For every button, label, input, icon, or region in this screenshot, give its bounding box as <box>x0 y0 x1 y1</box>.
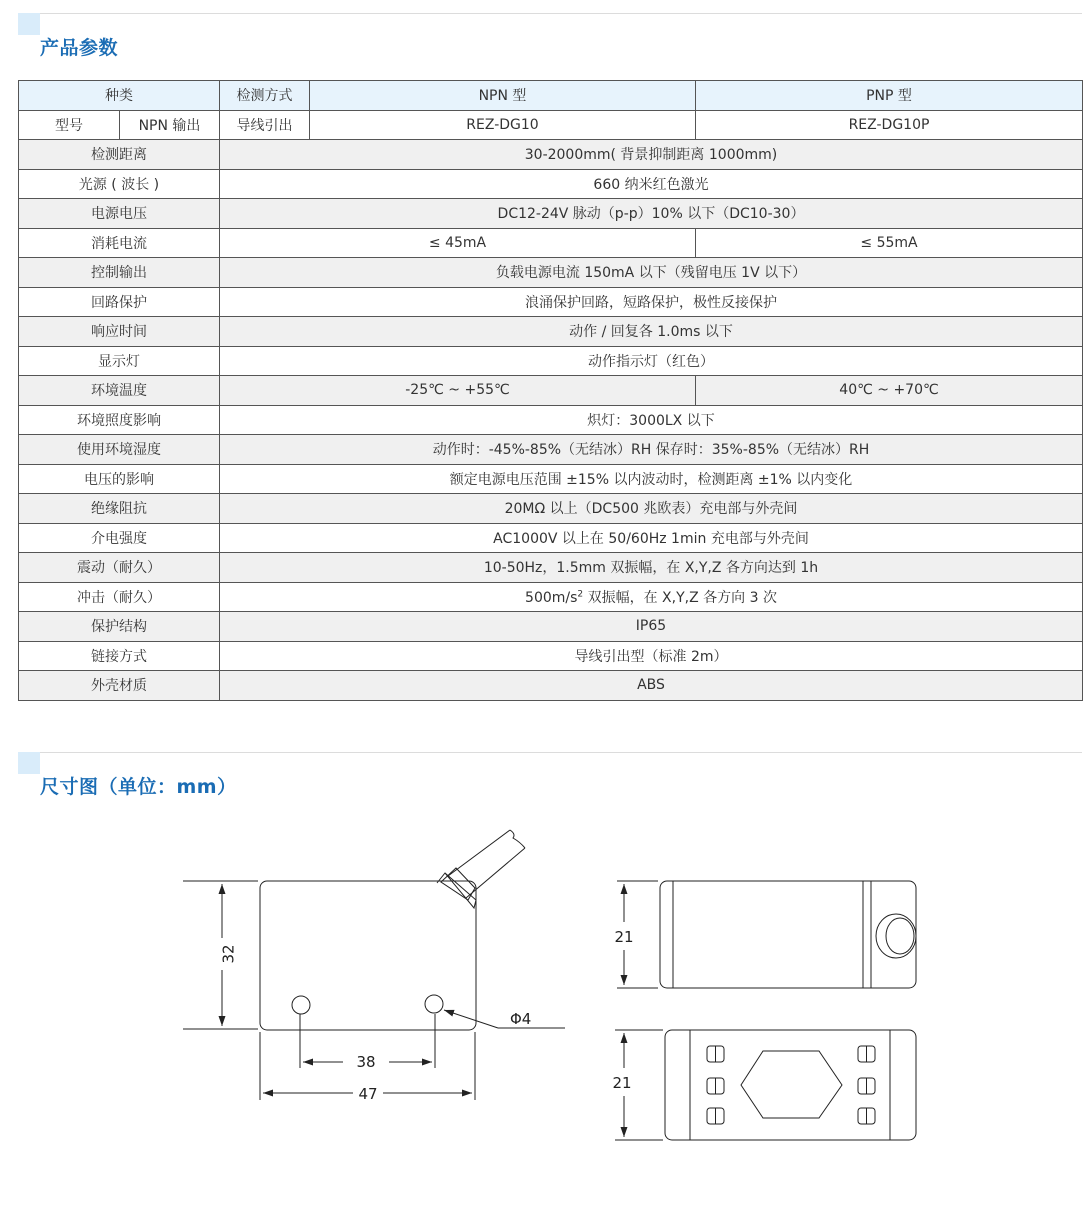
row-value: DC12-24V 脉动（p-p）10% 以下（DC10-30） <box>220 199 1083 229</box>
dim-bottom-height: 21 <box>612 1074 632 1092</box>
row-value: 30-2000mm( 背景抑制距离 1000mm) <box>220 140 1083 170</box>
row-label: 光源 ( 波长 ) <box>19 169 220 199</box>
dim-width: 47 <box>358 1085 378 1103</box>
row-value: 660 纳米红色激光 <box>220 169 1083 199</box>
model-wiring: 导线引出 <box>220 110 310 140</box>
table-row <box>19 553 1083 583</box>
cable <box>437 873 476 908</box>
side-lens <box>876 914 916 958</box>
row-label: 介电强度 <box>19 523 220 553</box>
table-row <box>19 376 1083 406</box>
table-row <box>19 199 1083 229</box>
mount-hole-right <box>425 995 443 1013</box>
model-npn: REZ-DG10 <box>310 110 696 140</box>
row-value-npn: -25℃ ~ +55℃ <box>220 376 696 406</box>
model-pnp: REZ-DG10P <box>696 110 1083 140</box>
header-category: 种类 <box>19 81 220 111</box>
row-label: 控制输出 <box>19 258 220 288</box>
row-label: 显示灯 <box>19 346 220 376</box>
table-row <box>19 612 1083 642</box>
section-marker <box>18 13 40 35</box>
row-value: 导线引出型（标准 2m） <box>220 641 1083 671</box>
row-value: 10-50Hz，1.5mm 双振幅，在 X,Y,Z 各方向达到 1h <box>220 553 1083 583</box>
table-row <box>19 671 1083 701</box>
row-value: 浪涌保护回路，短路保护，极性反接保护 <box>220 287 1083 317</box>
header-detect-method: 检测方式 <box>220 81 310 111</box>
table-row <box>19 464 1083 494</box>
row-value-npn: ≤ 45mA <box>220 228 696 258</box>
row-value: IP65 <box>220 612 1083 642</box>
bottom-slots <box>707 1046 875 1124</box>
bottom-view-body <box>665 1030 916 1140</box>
row-value: AC1000V 以上在 50/60Hz 1min 充电部与外壳间 <box>220 523 1083 553</box>
table-row <box>19 228 1083 258</box>
dimension-drawing <box>0 800 1089 1200</box>
header-npn: NPN 型 <box>310 81 696 111</box>
section-title: 产品参数 <box>40 37 119 59</box>
table-row-model <box>19 110 1083 140</box>
model-label: 型号 <box>19 110 120 140</box>
table-row <box>19 405 1083 435</box>
row-value: 动作 / 回复各 1.0ms 以下 <box>220 317 1083 347</box>
section-divider <box>18 752 1082 753</box>
row-label: 电源电压 <box>19 199 220 229</box>
table-row <box>19 169 1083 199</box>
row-label: 环境照度影响 <box>19 405 220 435</box>
table-row <box>19 317 1083 347</box>
row-label: 使用环境湿度 <box>19 435 220 465</box>
row-value: 动作指示灯（红色） <box>220 346 1083 376</box>
table-row <box>19 287 1083 317</box>
row-label: 检测距离 <box>19 140 220 170</box>
value-pre: 500m/s <box>525 589 578 606</box>
table-row <box>19 641 1083 671</box>
row-label: 回路保护 <box>19 287 220 317</box>
row-value: 动作时：-45%-85%（无结冰）RH 保存时：35%-85%（无结冰）RH <box>220 435 1083 465</box>
header-pnp: PNP 型 <box>696 81 1083 111</box>
row-label: 外壳材质 <box>19 671 220 701</box>
row-value: 额定电源电压范围 ±15% 以内波动时，检测距离 ±1% 以内变化 <box>220 464 1083 494</box>
row-value: 20MΩ 以上（DC500 兆欧表）充电部与外壳间 <box>220 494 1083 524</box>
table-row <box>19 523 1083 553</box>
mount-hole-left <box>292 996 310 1014</box>
row-label: 绝缘阻抗 <box>19 494 220 524</box>
table-row <box>19 582 1083 612</box>
bottom-window <box>741 1051 842 1118</box>
table-row <box>19 346 1083 376</box>
model-output: NPN 输出 <box>120 110 220 140</box>
table-row <box>19 140 1083 170</box>
spec-table <box>18 80 1083 701</box>
table-row <box>19 494 1083 524</box>
row-label: 冲击（耐久） <box>19 582 220 612</box>
row-label: 电压的影响 <box>19 464 220 494</box>
row-value-pnp: ≤ 55mA <box>696 228 1083 258</box>
dim-side-height: 21 <box>614 928 634 946</box>
row-label: 震动（耐久） <box>19 553 220 583</box>
value-post: 双振幅，在 X,Y,Z 各方向 3 次 <box>583 589 777 606</box>
dim-hole-spacing: 38 <box>356 1053 376 1071</box>
value-sup: 2 <box>577 589 584 600</box>
table-header-row <box>19 81 1083 111</box>
table-row <box>19 258 1083 288</box>
row-label: 响应时间 <box>19 317 220 347</box>
dim-height-main: 32 <box>219 944 238 964</box>
section-title: 尺寸图（单位：mm） <box>40 776 237 798</box>
side-view-body <box>660 881 916 988</box>
row-label: 环境温度 <box>19 376 220 406</box>
row-value <box>220 582 1083 612</box>
section-marker <box>18 752 40 774</box>
dim-hole-diameter: Φ4 <box>510 1010 532 1028</box>
table-row <box>19 435 1083 465</box>
row-value: 炽灯：3000LX 以下 <box>220 405 1083 435</box>
row-label: 消耗电流 <box>19 228 220 258</box>
row-label: 链接方式 <box>19 641 220 671</box>
row-value: ABS <box>220 671 1083 701</box>
row-label: 保护结构 <box>19 612 220 642</box>
row-value-pnp: 40℃ ~ +70℃ <box>696 376 1083 406</box>
section-divider <box>18 13 1082 14</box>
row-value: 负载电源电流 150mA 以下（残留电压 1V 以下） <box>220 258 1083 288</box>
